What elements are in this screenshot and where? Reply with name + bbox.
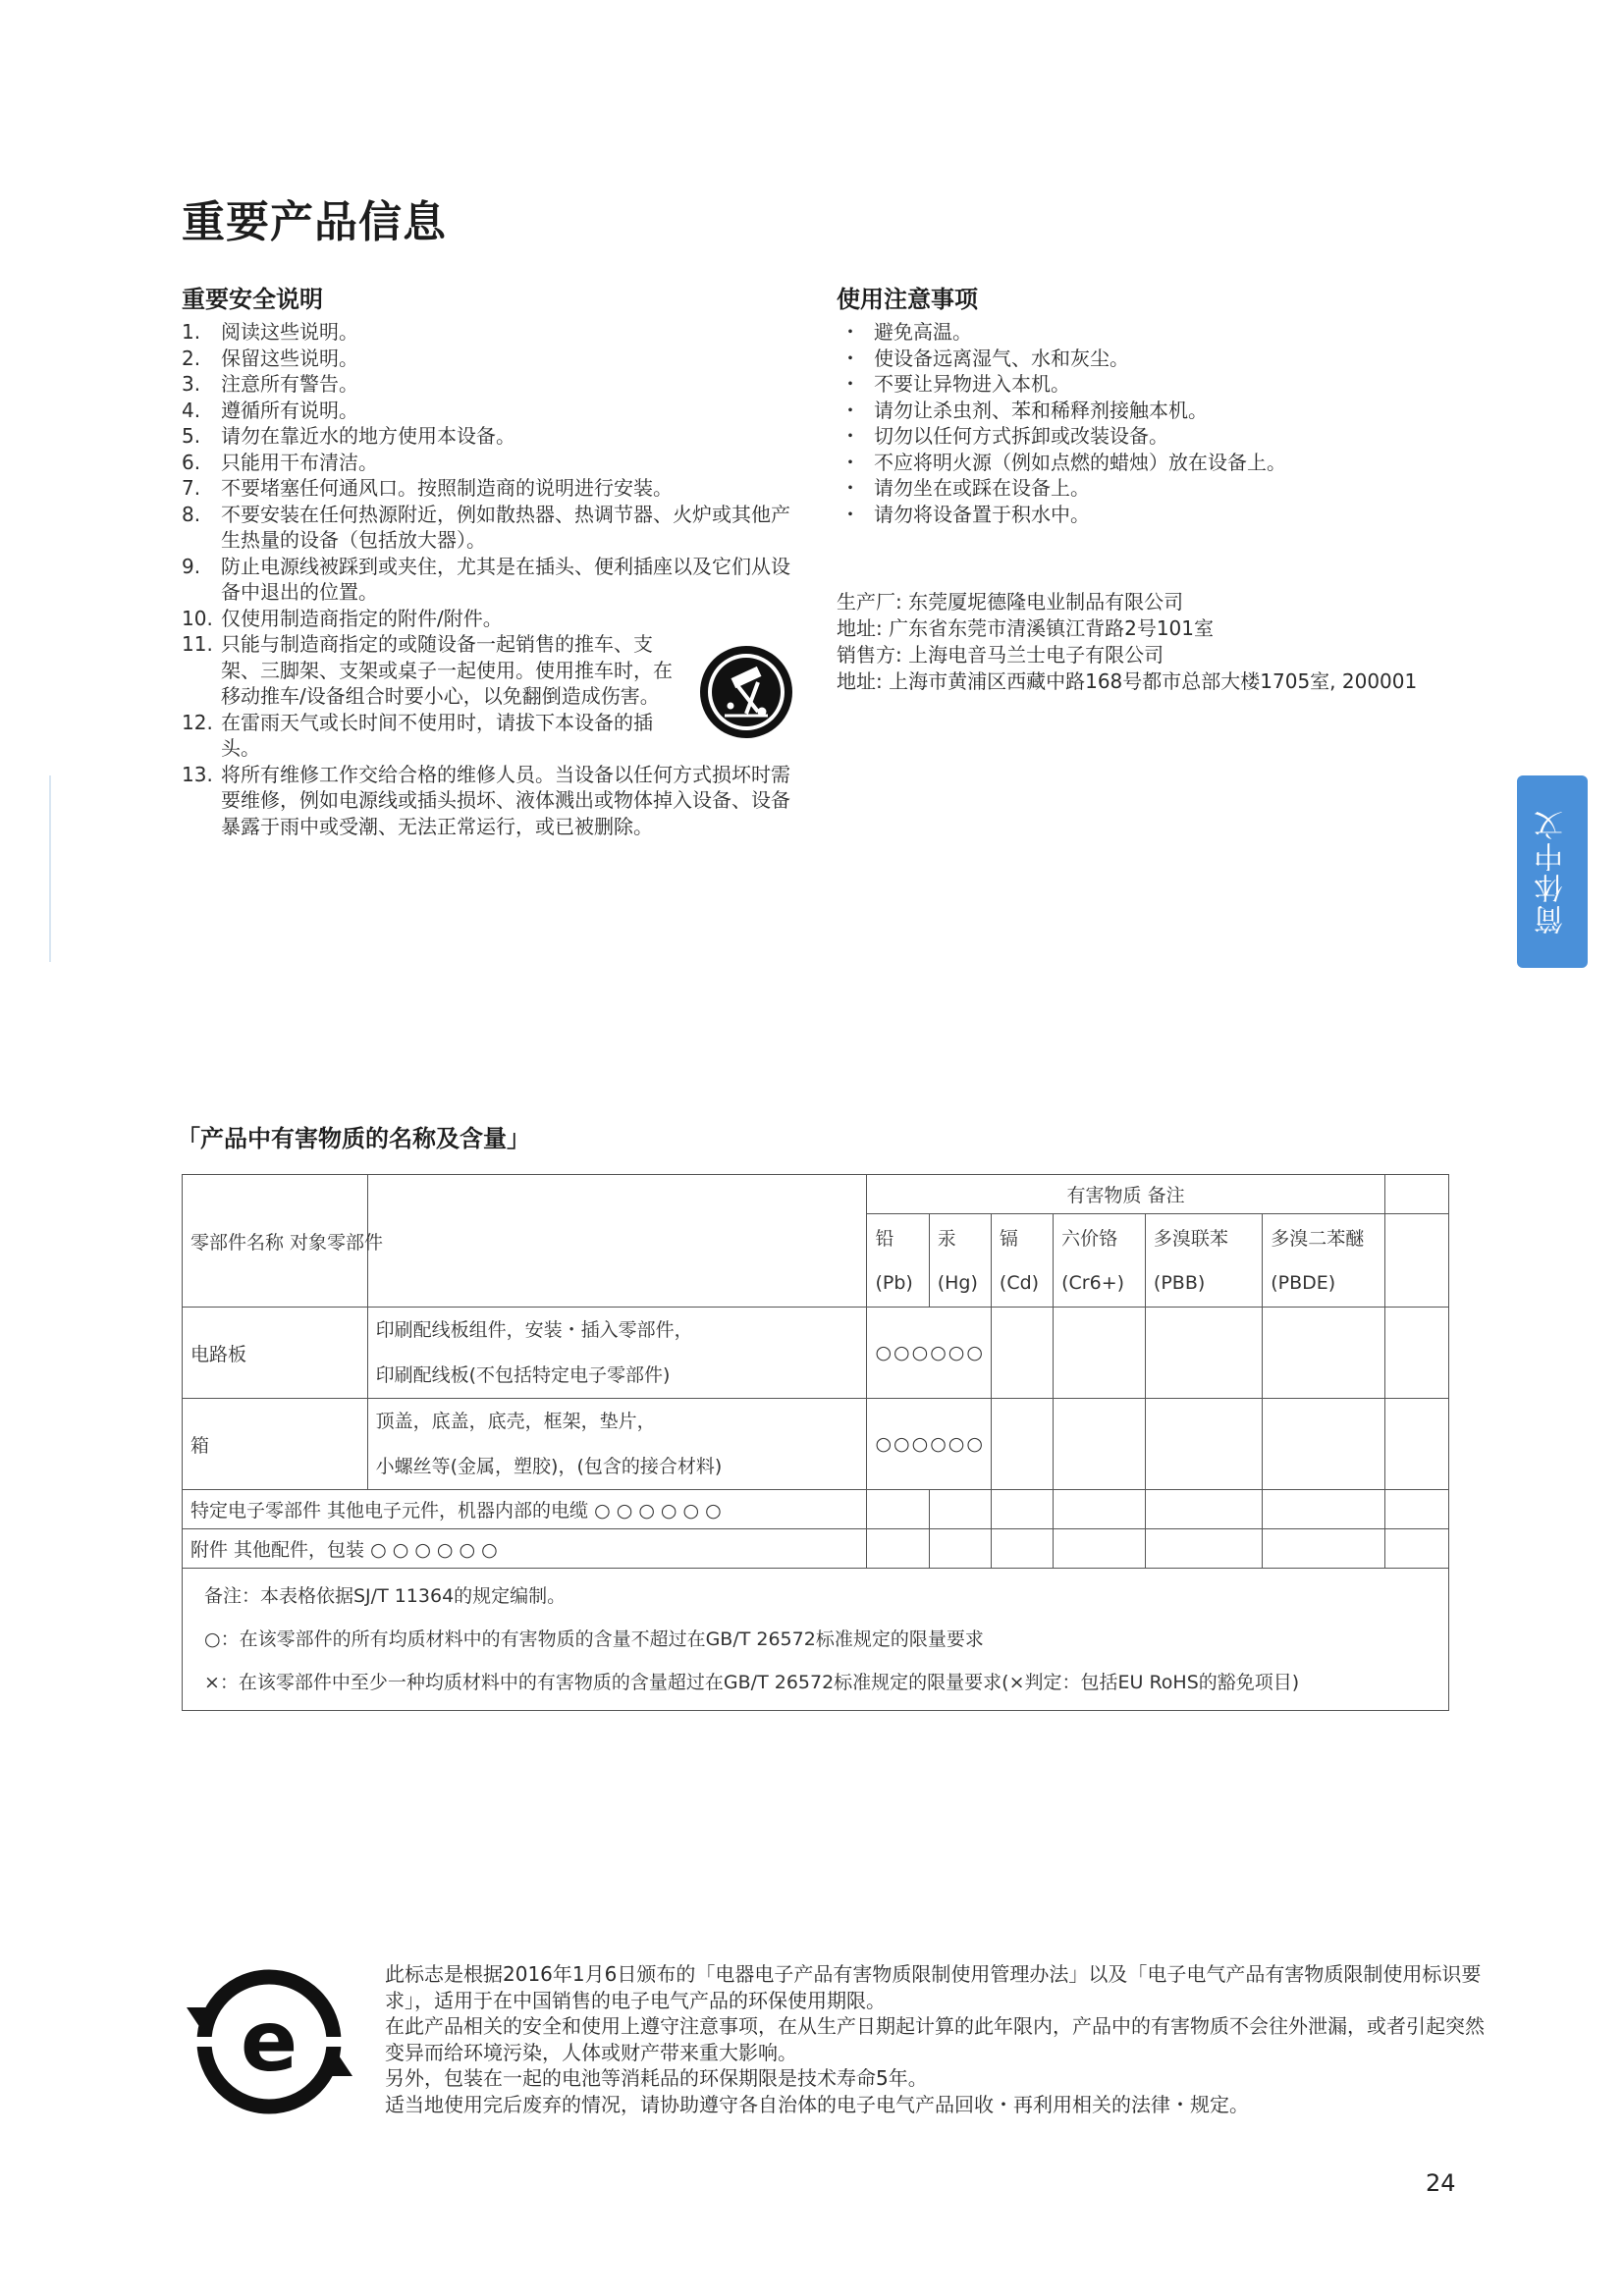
safety-item-text: 不要安装在任何热源附近，例如散热器、热调节器、火炉或其他产生热量的设备（包括放大器）。 [221,502,790,552]
rohs-description [385,1961,1485,2117]
substance-marks: ○○○○○○ [867,1308,991,1399]
note-line: ×：在该零部件中至少一种均质材料中的有害物质的含量超过在GB/T 26572标准规定的限量要求(×判定：包括EU RoHS的豁免项目) [204,1672,1300,1693]
blank-cell [991,1308,1053,1399]
safety-item [182,762,790,840]
usage-item [837,475,1445,502]
safety-item-number: 10. [182,606,213,630]
substance-group-header: 有害物质 备注 [867,1175,1384,1214]
blank-cell [1263,1529,1384,1569]
safety-item-number: 8. [182,502,201,526]
substance-name: 汞 [929,1214,991,1260]
blank-cell [867,1490,929,1529]
usage-item [837,371,1445,398]
blank-cell [1263,1490,1384,1529]
part-name: 箱 [183,1399,368,1490]
rohs-paragraph: 此标志是根据2016年1月6日颁布的「电器电子产品有害物质限制使用管理办法」以及「电子电气产品有害物质限制使用标识要求」，适用于在中国销售的电子电气产品的环保使用期限。 [385,1962,1482,2012]
manufacturer-info [837,589,1445,695]
blank-cell [1384,1529,1448,1569]
note-line: 备注：本表格依据SJ/T 11364的规定编制。 [204,1585,567,1607]
accessories-row: 附件 其他配件，包装 ○ ○ ○ ○ ○ ○ [183,1529,867,1569]
bullet-icon: ・ [840,372,860,396]
usage-item-text: 不要让异物进入本机。 [874,372,1070,396]
safety-item-text: 不要堵塞任何通风口。按照制造商的说明进行安装。 [221,476,673,500]
usage-heading: 使用注意事项 [837,286,978,313]
safety-item-number: 5. [182,424,201,448]
blank-cell [1054,1399,1146,1490]
blank-cell [991,1490,1053,1529]
safety-item-number: 12. [182,710,213,734]
safety-item-number: 6. [182,450,201,474]
blank-cell [1054,1529,1146,1569]
bullet-icon: ・ [840,398,860,422]
usage-item [837,450,1445,476]
cart-warning-icon [697,643,795,741]
substance-name: 多溴联苯 [1145,1214,1262,1260]
manufacturer-line: 生产厂: 东莞厦坭德隆电业制品有限公司 [837,590,1184,614]
safety-item-text: 阅读这些说明。 [221,320,358,344]
substance-symbol: (Cd) [991,1260,1053,1308]
safety-item [182,450,790,476]
safety-item-text: 在雷雨天气或长时间不使用时，请拔下本设备的插头。 [221,710,653,760]
safety-item [182,423,790,450]
safety-item-number: 11. [182,632,213,656]
language-tab [1517,775,1588,968]
usage-item [837,346,1445,372]
usage-item-text: 使设备远离湿气、水和灰尘。 [874,346,1129,370]
blank-cell [929,1529,991,1569]
special-parts-row: 特定电子零部件 其他电子元件，机器内部的电缆 ○ ○ ○ ○ ○ ○ [183,1490,867,1529]
blank-cell [1054,1490,1146,1529]
table-row [183,1529,1449,1569]
blank-cell [1263,1308,1384,1399]
bullet-icon: ・ [840,502,860,526]
safety-item-text: 将所有维修工作交给合格的维修人员。当设备以任何方式损坏时需要维修，例如电源线或插头损坏、液体溅出或物体掉入设备、设备暴露于雨中或受潮、无法正常运行，或已被删除。 [221,762,790,838]
substance-symbol: (PBB) [1145,1260,1262,1308]
page-number: 24 [1426,2169,1456,2197]
bullet-icon: ・ [840,476,860,500]
substance-name: 铅 [867,1214,929,1260]
manufacturer-address: 地址: 广东省东莞市清溪镇江背路2号101室 [837,616,1214,640]
blank-cell [929,1490,991,1529]
rohs-paragraph: 适当地使用完后废弃的情况，请协助遵守各自治体的电子电气产品回收・再利用相关的法律・规定。 [385,2092,1249,2116]
table-notes-row [183,1569,1449,1711]
part-header-cell [183,1175,384,1308]
rohs-paragraph: 在此产品相关的安全和使用上遵守注意事项，在从生产日期起计算的此年限内，产品中的有害物质不会往外泄漏，或者引起突然变异而给环境污染，人体或财产带来重大影响。 [385,2014,1485,2064]
substance-name: 多溴二苯醚 [1263,1214,1384,1260]
part-detail-line: 小螺丝等(金属，塑胶)，(包含的接合材料) [375,1456,723,1477]
part-detail [367,1308,867,1399]
bullet-icon: ・ [840,450,860,474]
table-notes [183,1569,1449,1711]
safety-item-text: 防止电源线被踩到或夹住，尤其是在插头、便利插座以及它们从设备中退出的位置。 [221,554,790,604]
safety-item [182,346,790,372]
safety-item-text: 请勿在靠近水的地方使用本设备。 [221,424,515,448]
hazard-heading: 「产品中有害物质的名称及含量」 [177,1125,530,1152]
safety-item-number: 3. [182,372,201,396]
language-tab-label: 简体中文 [1535,809,1569,934]
table-row [183,1490,1449,1529]
blank-cell [1145,1399,1262,1490]
part-detail-line: 印刷配线板(不包括特定电子零部件) [375,1364,671,1386]
safety-item [182,371,790,398]
blank-cell [991,1399,1053,1490]
safety-item-number: 4. [182,398,201,422]
safety-item [182,398,790,424]
blank-cell [991,1529,1053,1569]
safety-item-text: 只能用干布清洁。 [221,450,378,474]
blank-cell [1384,1175,1448,1214]
note-line: ○：在该零部件的所有均质材料中的有害物质的含量不超过在GB/T 26572标准规定的限量要求 [204,1629,984,1650]
blank-cell [1054,1308,1146,1399]
safety-item-number: 7. [182,476,201,500]
usage-item-text: 请勿让杀虫剂、苯和稀释剂接触本机。 [874,398,1208,422]
part-detail-line: 印刷配线板组件，安装・插入零部件， [375,1319,693,1341]
part-header: 零部件名称 对象零部件 [190,1231,384,1254]
substance-marks: ○○○○○○ [867,1399,991,1490]
usage-list [837,319,1445,527]
safety-item-number: 2. [182,346,201,370]
usage-item-text: 切勿以任何方式拆卸或改装设备。 [874,424,1168,448]
page-title: 重要产品信息 [182,197,447,247]
safety-item-number: 13. [182,762,213,786]
safety-item [182,502,790,554]
safety-item-text: 遵循所有说明。 [221,398,358,422]
bullet-icon: ・ [840,320,860,344]
substance-symbol: (Cr6+) [1054,1260,1146,1308]
usage-item [837,423,1445,450]
safety-item-text: 仅使用制造商指定的附件/附件。 [221,606,503,630]
blank-cell [1145,1490,1262,1529]
safety-item [182,554,790,606]
left-divider [49,775,51,962]
part-name: 电路板 [183,1308,368,1399]
substance-symbol: (Pb) [867,1260,929,1308]
logo-letter: e [240,1993,298,2091]
rohs-paragraph: 另外，包装在一起的电池等消耗品的环保期限是技术寿命5年。 [385,2066,928,2090]
blank-cell [1384,1308,1448,1399]
safety-item [182,319,790,346]
seller-address: 地址: 上海市黄浦区西藏中路168号都市总部大楼1705室, 200001 [837,669,1418,693]
safety-list [182,319,790,839]
part-detail [367,1399,867,1490]
safety-item-text: 保留这些说明。 [221,346,358,370]
blank-header-cell [367,1175,867,1308]
usage-item-text: 请勿将设备置于积水中。 [874,502,1090,526]
table-row [183,1399,1449,1490]
safety-item-text: 只能与制造商指定的或随设备一起销售的推车、支架、三脚架、支架或桌子一起使用。使用推车时，在移动推车/设备组合时要小心，以免翻倒造成伤害。 [221,632,673,708]
blank-cell [867,1529,929,1569]
usage-item [837,319,1445,346]
usage-item-text: 不应将明火源（例如点燃的蜡烛）放在设备上。 [874,450,1286,474]
usage-item [837,398,1445,424]
blank-cell [1145,1529,1262,1569]
substance-symbol: (PBDE) [1263,1260,1384,1308]
substance-name: 六价铬 [1054,1214,1146,1260]
blank-cell [1145,1308,1262,1399]
safety-heading: 重要安全说明 [182,286,323,313]
blank-cell [1384,1490,1448,1529]
table-row [183,1308,1449,1399]
usage-item [837,502,1445,528]
blank-cell [1384,1214,1448,1308]
blank-cell [1263,1399,1384,1490]
china-rohs-logo-icon [179,1968,360,2115]
safety-item-number: 9. [182,554,201,578]
hazard-table [182,1174,1449,1711]
bullet-icon: ・ [840,346,860,370]
safety-item-text: 注意所有警告。 [221,372,358,396]
substance-symbol: (Hg) [929,1260,991,1308]
substance-name: 镉 [991,1214,1053,1260]
safety-item [182,475,790,502]
bullet-icon: ・ [840,424,860,448]
blank-cell [1384,1399,1448,1490]
safety-item-number: 1. [182,320,201,344]
seller-line: 销售方: 上海电音马兰士电子有限公司 [837,643,1164,667]
safety-item [182,606,790,632]
part-detail-line: 顶盖，底盖，底壳，框架，垫片， [375,1411,656,1432]
usage-item-text: 请勿坐在或踩在设备上。 [874,476,1090,500]
usage-item-text: 避免高温。 [874,320,972,344]
